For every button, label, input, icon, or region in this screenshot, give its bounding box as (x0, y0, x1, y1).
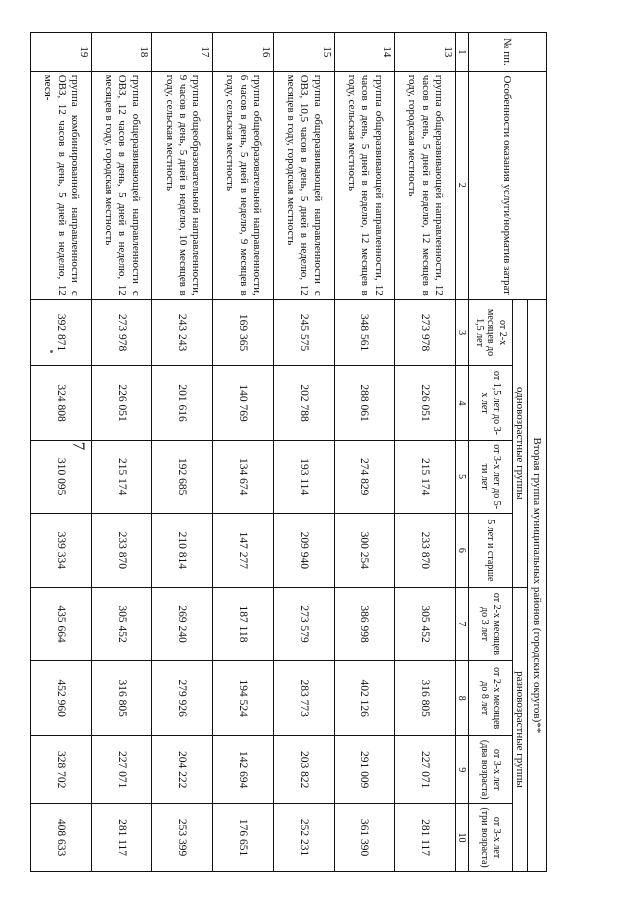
column-index: 8 (456, 661, 469, 736)
column-index: 2 (456, 71, 469, 299)
header-age-col: от 2-х месяцев до 8 лет (469, 661, 513, 736)
cost-value: 279 926 (152, 661, 213, 736)
cost-value: 310 095 (31, 440, 92, 513)
column-index: 5 (456, 440, 469, 513)
cost-value: 291 009 (334, 736, 395, 804)
cost-value: 203 822 (273, 736, 334, 804)
column-index: 4 (456, 366, 469, 440)
header-num: № пп. (469, 33, 547, 72)
cost-value: 402 126 (334, 661, 395, 736)
cost-value: 147 277 (213, 513, 274, 587)
row-description: группа общеразвивающей направленности с ОВЗ, 10,5 часов в день, 5 дней в неделю, 12 месяцев в году, городская местность (273, 71, 334, 299)
cost-value: 192 685 (152, 440, 213, 513)
cost-value: 209 940 (273, 513, 334, 587)
header-same-age: одновозрастные группы (513, 299, 528, 587)
table-row (91, 33, 152, 872)
column-index: 1 (456, 33, 469, 72)
cost-value: 253 399 (152, 804, 213, 872)
cost-value: 273 978 (395, 299, 456, 366)
cost-value: 339 334 (31, 513, 92, 587)
header-mixed-age: разновозрастные группы (513, 587, 528, 871)
row-description: группа общеобразовательной направленности, 9 часов в день, 5 дней в неделю, 10 месяцев в году, сельская местность (152, 71, 213, 299)
cost-value: 194 524 (213, 661, 274, 736)
cost-value: 392 871 (31, 299, 92, 366)
cost-value: 226 051 (395, 366, 456, 440)
cost-value: 283 773 (273, 661, 334, 736)
cost-value: 176 651 (213, 804, 274, 872)
cost-value: 305 452 (91, 587, 152, 660)
table-row (213, 33, 274, 872)
row-number: 19 (31, 33, 92, 72)
cost-value: 142 694 (213, 736, 274, 804)
row-description: группа комбинированной направленности с ОВЗ, 12 часов в день, 5 дней в неделю, 12 меся- (31, 71, 92, 299)
cost-value: 361 390 (334, 804, 395, 872)
cost-value: 233 870 (91, 513, 152, 587)
column-index: 6 (456, 513, 469, 587)
header-age-col: от 1,5 лет до 3-х лет (469, 366, 513, 440)
header-group-title: Вторая группа муниципальных районов (городских округов)** (528, 299, 547, 871)
cost-value: 408 633 (31, 804, 92, 872)
cost-value: 316 805 (91, 661, 152, 736)
table-row (31, 33, 92, 872)
row-description: группа общеразвивающей направленности, 12 часов в день, 5 дней в неделю, 12 месяцев в году, сельская местность (334, 71, 395, 299)
row-number: 15 (273, 33, 334, 72)
cost-value: 435 664 (31, 587, 92, 660)
header-age-col: от 2-х месяцев до 3 лет (469, 587, 513, 660)
row-description: группа общеобразовательной направленности, 6 часов в день, 5 дней в неделю, 9 месяцев в году, сельская местность (213, 71, 274, 299)
column-index: 3 (456, 299, 469, 366)
table-row (395, 33, 456, 872)
cost-value: 204 222 (152, 736, 213, 804)
header-age-col: от 3-х лет (два возраста) (469, 736, 513, 804)
cost-value: 193 114 (273, 440, 334, 513)
header-features: Особенности оказания услуги/норматив затрат (469, 71, 547, 299)
cost-value: 281 117 (91, 804, 152, 872)
row-description: группа общеразвивающей направленности с ОВЗ, 12 часов в день, 5 дней в неделю, 12 месяцев в году, городская местность (91, 71, 152, 299)
page-number: 7 (69, 441, 89, 451)
column-index: 7 (456, 587, 469, 660)
cost-value: 210 814 (152, 513, 213, 587)
cost-value: 227 071 (91, 736, 152, 804)
column-index: 10 (456, 804, 469, 872)
cost-value: 328 702 (31, 736, 92, 804)
table-row (273, 33, 334, 872)
cost-value: 305 452 (395, 587, 456, 660)
cost-value: 300 254 (334, 513, 395, 587)
cost-value: 215 174 (91, 440, 152, 513)
cost-value: 386 998 (334, 587, 395, 660)
header-age-col: от 2-х месяцев до 1,5 лет (469, 299, 513, 366)
cost-value: 316 805 (395, 661, 456, 736)
row-number: 17 (152, 33, 213, 72)
cost-value: 324 808 (31, 366, 92, 440)
cost-value: 202 788 (273, 366, 334, 440)
cost-value: 215 174 (395, 440, 456, 513)
cost-value: 348 561 (334, 299, 395, 366)
cost-value: 187 118 (213, 587, 274, 660)
cost-value: 288 061 (334, 366, 395, 440)
cost-value: 243 243 (152, 299, 213, 366)
column-index: 9 (456, 736, 469, 804)
cost-value: 169 365 (213, 299, 274, 366)
cost-value: 452 960 (31, 661, 92, 736)
row-number: 14 (334, 33, 395, 72)
header-age-col: 5 лет и старше (469, 513, 513, 587)
row-description: группа общеразвивающей направленности, 12 часов в день, 5 дней в неделю, 12 месяцев в году, городская местность (395, 71, 456, 299)
header-age-col: от 3-х лет (три возраста) (469, 804, 513, 872)
header-age-col: от 3-х лет до 5-ти лет (469, 440, 513, 513)
cost-value: 233 870 (395, 513, 456, 587)
cost-value: 140 769 (213, 366, 274, 440)
table-row (152, 33, 213, 872)
cost-value: 134 674 (213, 440, 274, 513)
cost-value: 274 829 (334, 440, 395, 513)
cost-value: 201 616 (152, 366, 213, 440)
row-number: 16 (213, 33, 274, 72)
table-row (334, 33, 395, 872)
cost-norms-table (30, 32, 547, 872)
cost-value: 227 071 (395, 736, 456, 804)
cost-value: 226 051 (91, 366, 152, 440)
row-number: 18 (91, 33, 152, 72)
cost-value: 273 579 (273, 587, 334, 660)
cost-value: 269 240 (152, 587, 213, 660)
cost-value: 245 575 (273, 299, 334, 366)
cost-value: 273 978 (91, 299, 152, 366)
cost-value: 252 231 (273, 804, 334, 872)
cost-value: 281 117 (395, 804, 456, 872)
row-number: 13 (395, 33, 456, 72)
